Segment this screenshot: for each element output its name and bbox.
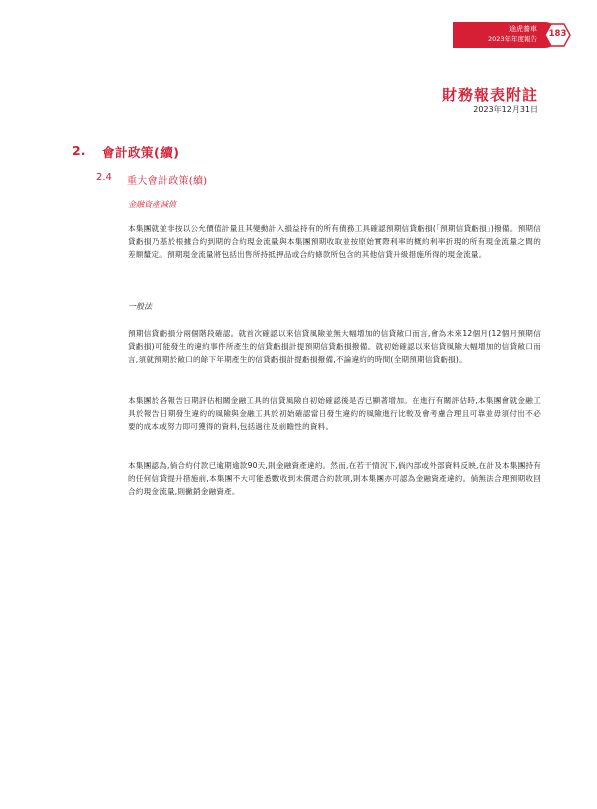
paragraph-default-definition: 本集團認為,倘合約付款已逾期逾款90天,則金融資產違約。然而,在若干情況下,倘內部或外部資料反映,在計及本集團持有的任何信貸提升措施前,本集團不大可能悉數收到未償還合約款項,則本集團亦可認為金融資產違約。倘無法合理預期收回合約現金流量,則撇銷金融資產。 [128,461,541,496]
header-report-name: 2023年年度報告 [487,35,537,43]
subsection-number: 2.4 [96,172,112,183]
subsection-title: 重大會計政策(續) [127,176,208,187]
page-title: 財務報表附註 [441,86,538,104]
header-company-name: 途虎養車 [509,25,537,33]
section-title: 會計政策(續) [102,145,180,160]
page-date: 2023年12月31日 [473,105,538,114]
impairment-heading: 金融資產減值 [128,200,176,209]
paragraph-credit-risk-assessment: 本集團於各報告日期評估相關金融工具的信貸風險自初始確認後是否已顯著增加。在進行有關評估時,本集團會就金融工具於報告日期發生違約的風險與金融工具於初始確認當日發生違約的風險進行比較及會考慮合理且可靠並毋須付出不必要的成本或努力即可獲得的資料,包括過往及前瞻性的資料。 [128,396,541,431]
paragraph-ecl-stages: 預期信貸虧損分兩個階段確認。就首次確認以來信貸風險並無大幅增加的信貸敞口而言,會為未來12個月(12個月預期信貸虧損)可能發生的違約事件所產生的信貸虧損計提預期信貸虧損撥備。就初始確認以來信貸風險大幅增加的信貸敞口而言,須就預期於敞口的餘下年期產生的信貸虧損計提虧損撥備,不論違約的時間(全期預期信貸虧損)。 [128,329,541,364]
paragraph-ecl-overview: 本集團就並非按以公允價值計量且其變動計入損益持有的所有債務工具確認預期信貸虧損(「預期信貸虧損」)撥備。預期信貸虧損乃基於根據合約到期的合約現金流量與本集團預期收取並按原始實際利率的概約利率折現的所有現金流量之間的差額釐定。預期現金流量將包括出售所持抵押品或合約條款所包含的其他信貸升級措施所得的現金流量。 [128,224,541,259]
section-number: 2. [72,143,86,158]
page-number: 183 [548,29,567,39]
general-approach-heading: 一般法 [128,302,152,311]
